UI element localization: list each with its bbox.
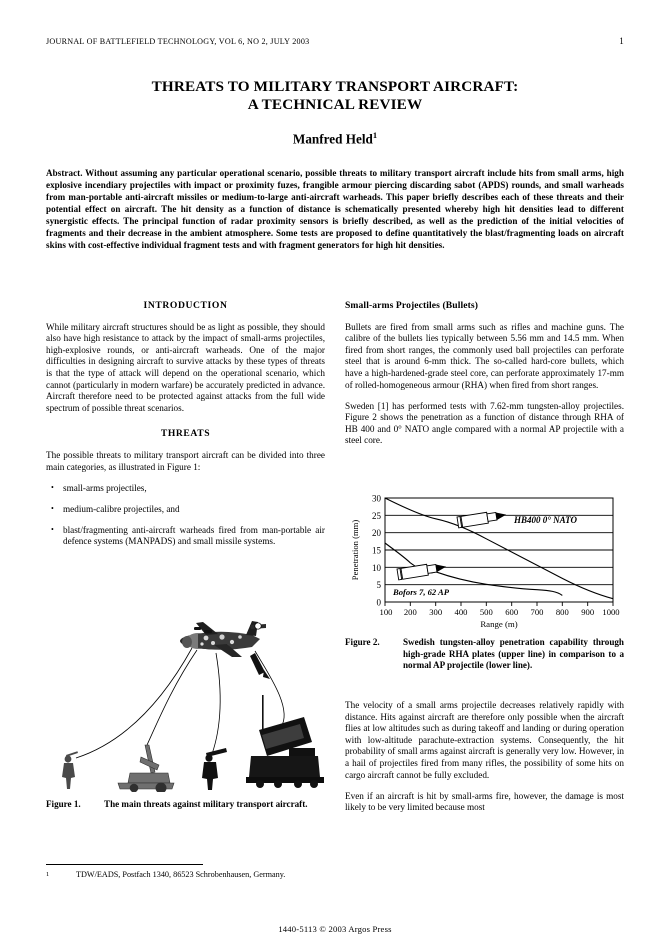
svg-text:400: 400 xyxy=(454,607,468,617)
figure-2-label: Figure 2. xyxy=(345,637,380,647)
svg-text:15: 15 xyxy=(372,545,381,556)
figure-2-caption-text: Swedish tungsten-alloy penetration capability through high-grade RHA plates (upper line) in comparison to a normal AP projectile (lower line). xyxy=(403,637,624,671)
svg-text:300: 300 xyxy=(429,607,443,617)
footnote-text: TDW/EADS, Postfach 1340, 86523 Schrobenhausen, Germany. xyxy=(76,870,286,879)
right-column-continued xyxy=(345,700,624,814)
figure-1-image xyxy=(46,617,325,792)
title-line-1: THREATS TO MILITARY TRANSPORT AIRCRAFT: xyxy=(151,78,519,95)
threat-category-list xyxy=(46,483,325,548)
paragraph-velocity-decrease: The velocity of a small arms projectile decreases relatively rapidly with distance. Hits against aircraft are therefore only possible when the aircraft flies at low altitudes such as during takeoff and landing or during operation with low-altitude parachute-extraction systems. Consequently, the hit probability of small arms against aircraft is generally very low. However, in a hail of projectiles fired from many rifles, the possibility of some hits on cargo aircraft cannot be fully excluded. xyxy=(345,700,624,780)
author-name xyxy=(46,130,624,147)
paragraph-sweden-tests: Sweden [1] has performed tests with 7.62-mm tungsten-alloy projectiles. Figure 2 shows the penetration as a function of distance through RHA of HB 400 and 0° NATO angle compared with a normal AP projectile with a steel core. xyxy=(345,400,624,446)
svg-text:1000: 1000 xyxy=(602,607,620,617)
svg-text:100: 100 xyxy=(379,607,393,617)
running-head xyxy=(46,36,624,46)
missile-in-flight xyxy=(250,653,270,679)
svg-text:900: 900 xyxy=(581,607,595,617)
figure-1-caption xyxy=(46,799,325,811)
chart-annotation-bofors: Bofors 7, 62 AP xyxy=(393,587,450,597)
svg-text:25: 25 xyxy=(372,510,381,521)
title-line-2: A TECHNICAL REVIEW xyxy=(247,96,423,113)
chart-y-axis xyxy=(372,494,382,608)
svg-text:700: 700 xyxy=(530,607,544,617)
transport-aircraft xyxy=(180,621,266,657)
journal-reference: JOURNAL OF BATTLEFIELD TECHNOLOGY, VOL 6, NO 2, JULY 2003 xyxy=(46,37,310,46)
figure-1-caption-text: The main threats against military transport aircraft. xyxy=(104,799,308,809)
svg-text:5: 5 xyxy=(376,580,381,591)
svg-text:600: 600 xyxy=(505,607,519,617)
rifleman-figure xyxy=(62,751,78,789)
heading-small-arms-projectiles: Small-arms Projectiles (Bullets) xyxy=(345,300,479,311)
paragraph-introduction: While military aircraft structures should be as light as possible, they should also have high resistance to attack by the impact of small-arms projectiles, high-explosive rounds, or anti-aircraft warheads. One of the major difficulties in designing aircraft to survive attacks by these types of threats is that the type of attack will depend on the operational scenario, which cannot (particularly in modern warfare) be accurately predicted in advance. Aircraft therefore need to be protected against attacks from the full wide spectrum of possible threat scenarios. xyxy=(46,321,325,413)
heading-threats: THREATS xyxy=(160,428,211,440)
svg-text:0: 0 xyxy=(376,597,381,608)
list-item: • blast/fragmenting anti-aircraft warheads fired from man-portable air defence systems (MANPADS) and small missile systems. xyxy=(63,525,325,548)
manpads-operator xyxy=(202,748,227,790)
figure-1-label: Figure 1. xyxy=(46,799,81,809)
missile-launcher xyxy=(246,695,324,788)
paragraph-damage-limited: Even if an aircraft is hit by small-arms fire, however, the damage is most likely to be very limited because most xyxy=(345,790,624,813)
footnote-separator xyxy=(46,864,203,865)
svg-text:200: 200 xyxy=(403,607,417,617)
chart-annotation-tungsten: HB400 0° NATO xyxy=(514,515,577,525)
chart-x-axis xyxy=(380,607,620,617)
svg-text:20: 20 xyxy=(372,528,381,539)
svg-text:10: 10 xyxy=(372,562,381,573)
threat-trajectories xyxy=(76,648,284,758)
svg-text:800: 800 xyxy=(555,607,569,617)
figure-2-chart xyxy=(345,490,624,630)
right-column xyxy=(345,300,624,457)
figure-2-caption xyxy=(345,637,624,672)
paragraph-threats-intro: The possible threats to military transport aircraft can be divided into three main categories, as illustrated in Figure 1: xyxy=(46,449,325,472)
list-item: • small-arms projectiles, xyxy=(63,483,325,495)
chart-x-axis-label: Range (m) xyxy=(480,619,518,629)
paragraph-bullets-description: Bullets are fired from small arms such as rifles and machine guns. The calibre of the bullets lies typically between 5.56 mm and 14.5 mm. When fired from short ranges, the commonly used ball projectiles can perforate steel that is around 6-mm thick. The so-called hard-core bullets, which have a high-hardened-grade steel core, can perforate approximately 17-mm of rolled-homogeneous armour (RHA) when fired from short ranges. xyxy=(345,321,624,390)
abstract: Abstract. Without assuming any particular operational scenario, possible threats to military transport aircraft include hits from small arms, high explosive incendiary projectiles with impact or proximity fuzes, frangible armour piercing discarding sabot (APDS) rounds, and small warheads from man-portable anti-aircraft missiles or medium-to-large anti-aircraft warheads. This paper briefly describes each of these threats and their potential effect on aircraft. The hit density as a function of distance is schematically presented whereby high hit densities lead to different synergistic effects. The principal function of radar proximity sensors is briefly described, as well as the prediction of the initial velocities of fragments and their decrease in the ambient atmosphere. Some tests are proposed to define quantitatively the blast/fragmenting loads on aircraft skins with cost-effective individual fragment tests and with fragment generators for high hit densities. xyxy=(46,168,624,250)
page-number: 1 xyxy=(619,36,624,46)
author-label: Manfred Held xyxy=(292,131,373,147)
page-title xyxy=(46,78,624,114)
footnote-marker: 1 xyxy=(46,871,50,878)
svg-text:500: 500 xyxy=(479,607,493,617)
anti-aircraft-gun xyxy=(118,745,174,792)
author-footnote-marker: 1 xyxy=(372,130,378,140)
left-column xyxy=(46,300,325,558)
page-footer: 1440-5113 © 2003 Argos Press xyxy=(278,924,392,934)
footnote xyxy=(46,869,546,880)
chart-y-axis-label: Penetration (mm) xyxy=(350,519,360,581)
svg-text:30: 30 xyxy=(372,493,381,504)
heading-introduction: INTRODUCTION xyxy=(143,300,228,311)
list-item: • medium-calibre projectiles, and xyxy=(63,504,325,516)
